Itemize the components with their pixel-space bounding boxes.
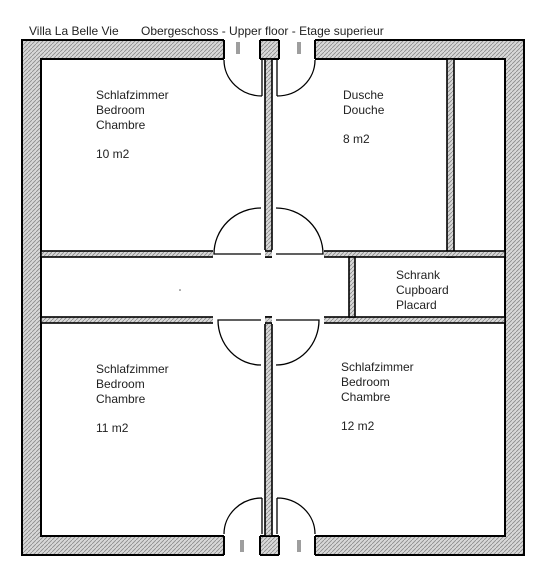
room-label-shower: Dusche Douche 8 m2 [343, 88, 385, 146]
floor-title: Obergeschoss - Upper floor - Etage superieur [141, 24, 384, 38]
room-area: 11 m2 [96, 421, 129, 435]
door-mid-left-upper [214, 208, 261, 254]
room-label-bedroom-top-left: Schlafzimmer Bedroom Chambre 10 m2 [96, 88, 169, 161]
door-top-left [224, 60, 262, 96]
door-bottom-right [277, 498, 315, 534]
room-area: 10 m2 [96, 147, 130, 161]
door-bottom-left [224, 498, 262, 534]
door-top-right [277, 60, 315, 96]
wall-center-top [265, 59, 272, 257]
wall-cupboard [349, 257, 355, 317]
wall-shower-right [447, 59, 454, 257]
door-mid-left-lower [218, 320, 261, 365]
room-label-bedroom-bottom-right: Schlafzimmer Bedroom Chambre 12 m2 [341, 360, 414, 433]
room-area: 12 m2 [341, 419, 375, 433]
door-mid-right-lower [276, 320, 319, 365]
door-mid-right-upper [276, 208, 323, 254]
villa-name: Villa La Belle Vie [29, 24, 119, 38]
corridor [42, 258, 348, 316]
wall-center-bottom [265, 317, 272, 536]
room-label-cupboard: Schrank Cupboard Placard [396, 268, 449, 312]
room-area: 8 m2 [343, 132, 370, 146]
room-label-bedroom-bottom-left: Schlafzimmer Bedroom Chambre 11 m2 [96, 362, 169, 435]
corridor-dot [179, 289, 181, 291]
